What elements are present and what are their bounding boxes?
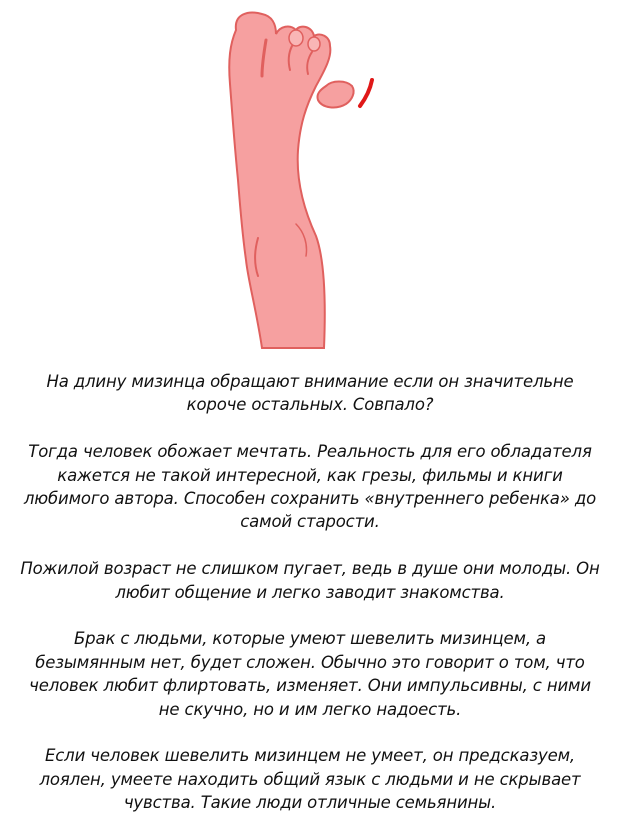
text-line: кажется не такой интересной, как грезы, фильмы и книги bbox=[57, 465, 563, 485]
text-paragraph bbox=[0, 440, 620, 534]
text-line: Пожилой возраст не слишком пугает, ведь в душе они молоды. Он bbox=[20, 559, 600, 579]
article-text bbox=[0, 370, 620, 815]
text-line: любимого автора. Способен сохранить «внутреннего ребенка» до bbox=[23, 489, 597, 509]
text-line: любит общение и легко заводит знакомства. bbox=[115, 582, 505, 602]
text-line: Брак с людьми, которые умеют шевелить мизинцем, а bbox=[74, 629, 546, 649]
text-line: Тогда человек обожает мечтать. Реальность для его обладателя bbox=[28, 442, 592, 462]
text-line: безымянным нет, будет сложен. Обычно это говорит о том, что bbox=[35, 652, 585, 672]
second-toe-pad bbox=[289, 30, 303, 46]
text-paragraph bbox=[0, 557, 620, 604]
little-toe bbox=[317, 82, 353, 108]
text-line: человек любит флиртовать, изменяет. Они импульсивны, с ними bbox=[29, 676, 591, 696]
text-line: лоялен, умеете находить общий язык с людьми и не скрывает bbox=[39, 769, 581, 789]
text-line: Если человек шевелить мизинцем не умеет, он предсказуем, bbox=[44, 746, 576, 766]
third-toe-pad bbox=[308, 37, 320, 51]
text-paragraph bbox=[0, 744, 620, 814]
text-line: не скучно, но и им легко надоесть. bbox=[158, 699, 462, 719]
foot bbox=[229, 13, 353, 348]
text-line: самой старости. bbox=[240, 512, 380, 532]
text-line: короче остальных. Совпало? bbox=[186, 395, 434, 415]
foot-illustration bbox=[0, 0, 620, 360]
little-toe-marker bbox=[360, 80, 372, 106]
text-paragraph bbox=[0, 370, 620, 417]
text-line: На длину мизинца обращают внимание если он значительне bbox=[46, 372, 574, 391]
text-line: чувства. Такие люди отличные семьянины. bbox=[123, 793, 497, 813]
foot-body bbox=[229, 13, 330, 348]
text-paragraph bbox=[0, 627, 620, 721]
